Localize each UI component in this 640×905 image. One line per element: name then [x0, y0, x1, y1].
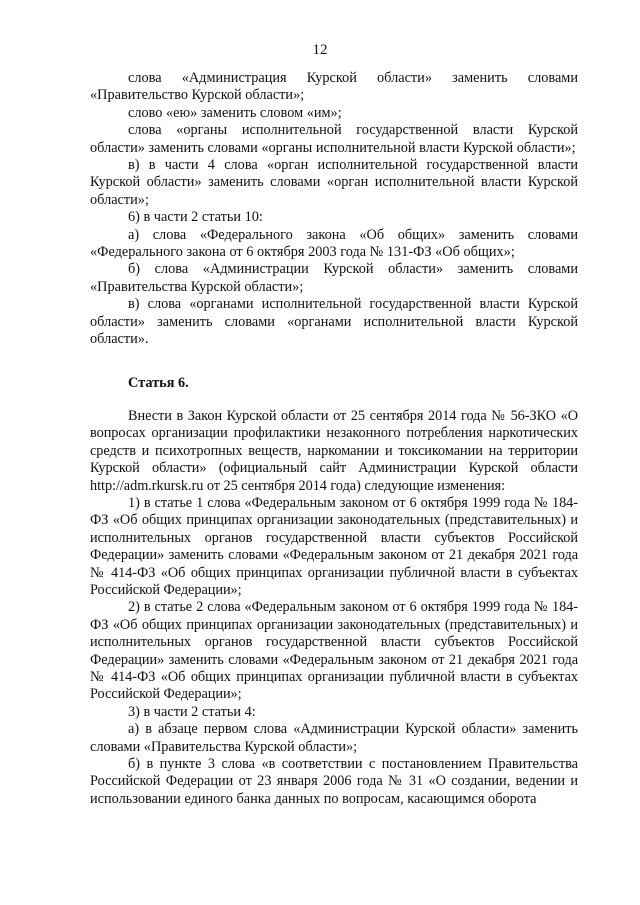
- paragraph: 2) в статье 2 слова «Федеральным законом от 6 октября 1999 года № 184-ФЗ «Об общих принципах организации законодательных (представительных) и исполнительных органов государственной власти субъектов Российской Федерации» заменить словами «Федеральным законом от 21 декабря 2021 года № 414-ФЗ «Об общих принципах организации публичной власти в субъектах Российской Федерации»;: [90, 599, 578, 703]
- paragraph: б) в пункте 3 слова «в соответствии с постановлением Правительства Российской Федерации от 23 января 2006 года № 31 «О создании, ведении и использовании единого банка данных по вопросам, касающимся оборота: [90, 756, 578, 807]
- paragraph: 3) в части 2 статьи 4:: [128, 703, 256, 720]
- paragraph: в) в части 4 слова «орган исполнительной государственной власти Курской области» заменить словами «орган исполнительной власти Курской области»;: [90, 157, 578, 208]
- paragraph: в) слова «органами исполнительной государственной власти Курской области» заменить словами «органами исполнительной власти Курской области».: [90, 296, 578, 348]
- paragraph: 6) в части 2 статьи 10:: [128, 209, 263, 226]
- paragraph: 1) в статье 1 слова «Федеральным законом от 6 октября 1999 года № 184-ФЗ «Об общих принципах организации законодательных (представительных) и исполнительных органов государственной власти субъектов Российской Федерации» заменить словами «Федеральным законом от 21 декабря 2021 года № 414-ФЗ «Об общих принципах организации публичной власти в субъектах Российской Федерации»;: [90, 494, 578, 598]
- paragraph: а) слова «Федерального закона «Об общих» заменить словами «Федерального закона от 6 октября 2003 года № 131-ФЗ «Об общих»;: [90, 226, 578, 261]
- paragraph: а) в абзаце первом слова «Администрации Курской области» заменить словами «Правительства Курской области»;: [90, 721, 578, 755]
- document-body: [90, 70, 578, 808]
- paragraph: б) слова «Администрации Курской области» заменить словами «Правительства Курской области»;: [90, 261, 578, 295]
- article-heading: Статья 6.: [128, 374, 189, 391]
- page-number: 12: [312, 42, 328, 58]
- section-gap: [90, 392, 578, 408]
- section-gap: [90, 349, 578, 375]
- paragraph: Внести в Закон Курской области от 25 сентября 2014 года № 56-ЗКО «О вопросах организации профилактики незаконного потребления наркотических средств и психотропных веществ, наркомании и токсикомании на территории Курской области» (официальный сайт Администрации Курской области http://adm.rkursk.ru от 25 сентября 2014 года) следующие изменения:: [90, 407, 578, 494]
- paragraph: слова «Администрация Курской области» заменить словами «Правительство Курской области»;: [90, 70, 578, 104]
- paragraph: слова «органы исполнительной государственной власти Курской области» заменить словами «органы исполнительной власти Курской области»;: [90, 122, 578, 156]
- paragraph: слово «ею» заменить словом «им»;: [128, 104, 342, 121]
